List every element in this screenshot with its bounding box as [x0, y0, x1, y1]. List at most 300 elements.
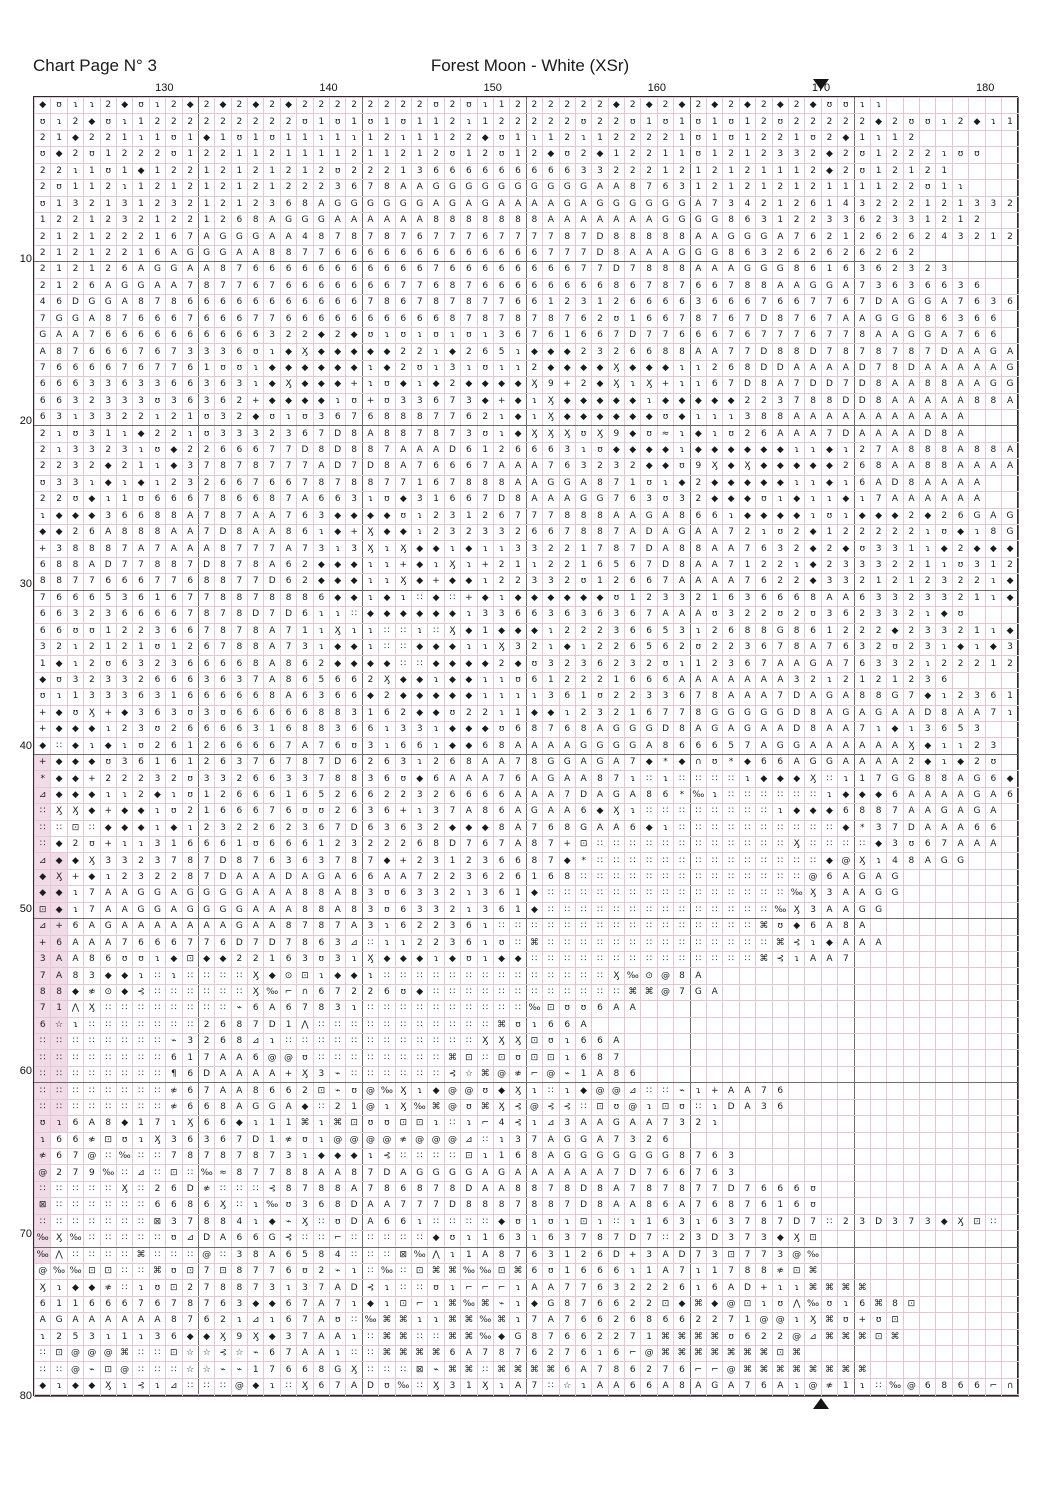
grid-cell[interactable]: ‰: [887, 1378, 903, 1394]
grid-cell[interactable]: ʊ: [641, 475, 657, 491]
grid-cell[interactable]: ɿ: [379, 327, 395, 343]
grid-cell[interactable]: ɿ: [690, 410, 706, 426]
grid-cell[interactable]: ◆: [657, 360, 673, 376]
grid-cell[interactable]: ⊰: [444, 1066, 460, 1082]
grid-cell[interactable]: 3: [395, 393, 411, 409]
grid-cell[interactable]: A: [182, 508, 198, 524]
grid-cell[interactable]: ɿ: [116, 426, 132, 442]
grid-cell[interactable]: 2: [149, 196, 165, 212]
grid-cell[interactable]: G: [756, 262, 772, 278]
grid-cell[interactable]: 6: [461, 919, 477, 935]
grid-cell[interactable]: ◆: [395, 492, 411, 508]
grid-cell[interactable]: 2: [870, 623, 886, 639]
grid-cell[interactable]: ◆: [461, 377, 477, 393]
grid-cell[interactable]: ɿ: [805, 475, 821, 491]
grid-cell[interactable]: 8: [592, 1050, 608, 1066]
grid-cell[interactable]: D: [575, 1198, 591, 1214]
grid-cell[interactable]: G: [723, 229, 739, 245]
grid-cell[interactable]: ⌁: [84, 1362, 100, 1378]
grid-cell[interactable]: ∷: [723, 787, 739, 803]
grid-cell[interactable]: A: [526, 196, 542, 212]
grid-cell[interactable]: [674, 1001, 690, 1017]
grid-cell[interactable]: A: [248, 524, 264, 540]
grid-cell[interactable]: A: [772, 1378, 788, 1394]
grid-cell[interactable]: [969, 984, 985, 1000]
grid-cell[interactable]: 3: [756, 212, 772, 228]
grid-cell[interactable]: ɿ: [51, 1280, 67, 1296]
grid-cell[interactable]: 6: [264, 262, 280, 278]
grid-cell[interactable]: A: [707, 984, 723, 1000]
grid-cell[interactable]: 6: [264, 787, 280, 803]
grid-cell[interactable]: [854, 1395, 870, 1397]
grid-cell[interactable]: 8: [297, 886, 313, 902]
grid-cell[interactable]: [821, 1099, 837, 1115]
grid-cell[interactable]: ∷: [100, 1034, 116, 1050]
grid-cell[interactable]: [657, 1001, 673, 1017]
grid-cell[interactable]: ɿ: [690, 360, 706, 376]
grid-cell[interactable]: [985, 212, 1001, 228]
grid-cell[interactable]: ∷: [805, 836, 821, 852]
grid-cell[interactable]: ◆: [116, 1116, 132, 1132]
grid-cell[interactable]: *: [657, 754, 673, 770]
grid-cell[interactable]: 1: [854, 771, 870, 787]
grid-cell[interactable]: ◆: [526, 623, 542, 639]
grid-cell[interactable]: ɿ: [575, 442, 591, 458]
grid-cell[interactable]: [870, 984, 886, 1000]
grid-cell[interactable]: A: [887, 754, 903, 770]
grid-cell[interactable]: ∷: [543, 935, 559, 951]
grid-cell[interactable]: [723, 1034, 739, 1050]
grid-cell[interactable]: ɿ: [280, 410, 296, 426]
grid-cell[interactable]: 6: [969, 278, 985, 294]
grid-cell[interactable]: ‰: [477, 1263, 493, 1279]
grid-cell[interactable]: 6: [428, 311, 444, 327]
grid-cell[interactable]: [1002, 1099, 1019, 1115]
grid-cell[interactable]: 2: [838, 459, 854, 475]
grid-cell[interactable]: ʊ: [985, 754, 1001, 770]
grid-cell[interactable]: 8: [248, 1083, 264, 1099]
grid-cell[interactable]: 6: [215, 754, 231, 770]
grid-cell[interactable]: ‰: [35, 1247, 51, 1263]
grid-cell[interactable]: 8: [35, 574, 51, 590]
grid-cell[interactable]: [903, 1132, 919, 1148]
grid-cell[interactable]: G: [887, 869, 903, 885]
grid-cell[interactable]: [854, 1165, 870, 1181]
grid-cell[interactable]: G: [707, 245, 723, 261]
grid-cell[interactable]: 6: [887, 245, 903, 261]
grid-cell[interactable]: 3: [116, 393, 132, 409]
grid-cell[interactable]: [870, 968, 886, 984]
grid-cell[interactable]: 2: [166, 114, 182, 130]
grid-cell[interactable]: 7: [493, 229, 509, 245]
grid-cell[interactable]: ɿ: [493, 360, 509, 376]
grid-cell[interactable]: ◆: [411, 689, 427, 705]
grid-cell[interactable]: ◆: [280, 344, 296, 360]
grid-cell[interactable]: 8: [936, 442, 952, 458]
grid-cell[interactable]: +: [854, 1313, 870, 1329]
grid-cell[interactable]: ⊡: [592, 1099, 608, 1115]
grid-cell[interactable]: ⌐: [707, 1362, 723, 1378]
grid-cell[interactable]: D: [739, 377, 755, 393]
grid-cell[interactable]: ∷: [411, 1149, 427, 1165]
grid-cell[interactable]: 7: [35, 360, 51, 376]
grid-cell[interactable]: 6: [772, 1181, 788, 1197]
grid-cell[interactable]: ‰: [411, 1099, 427, 1115]
grid-cell[interactable]: ɿ: [379, 1296, 395, 1312]
grid-cell[interactable]: 2: [788, 541, 804, 557]
grid-cell[interactable]: 8: [313, 902, 329, 918]
grid-cell[interactable]: [920, 869, 936, 885]
grid-cell[interactable]: 6: [461, 410, 477, 426]
grid-cell[interactable]: G: [559, 1149, 575, 1165]
grid-cell[interactable]: [903, 886, 919, 902]
grid-cell[interactable]: ʊ: [493, 722, 509, 738]
grid-cell[interactable]: A: [477, 1181, 493, 1197]
grid-cell[interactable]: ◆: [51, 754, 67, 770]
grid-cell[interactable]: 7: [346, 459, 362, 475]
grid-cell[interactable]: 1: [723, 163, 739, 179]
grid-cell[interactable]: 6: [362, 278, 378, 294]
grid-cell[interactable]: 7: [641, 557, 657, 573]
grid-cell[interactable]: G: [903, 327, 919, 343]
grid-cell[interactable]: ⊡: [84, 1263, 100, 1279]
grid-cell[interactable]: 6: [280, 475, 296, 491]
grid-cell[interactable]: 6: [215, 1034, 231, 1050]
grid-cell[interactable]: 1: [920, 196, 936, 212]
grid-cell[interactable]: [952, 1280, 968, 1296]
grid-cell[interactable]: 4: [739, 196, 755, 212]
grid-cell[interactable]: 3: [575, 459, 591, 475]
grid-cell[interactable]: 2: [67, 524, 83, 540]
grid-cell[interactable]: [756, 1149, 772, 1165]
grid-cell[interactable]: ∷: [707, 771, 723, 787]
grid-cell[interactable]: ɿ: [788, 1280, 804, 1296]
grid-cell[interactable]: 3: [575, 295, 591, 311]
grid-cell[interactable]: 8: [428, 426, 444, 442]
grid-cell[interactable]: ∷: [707, 820, 723, 836]
grid-cell[interactable]: 3: [231, 672, 247, 688]
grid-cell[interactable]: 2: [395, 787, 411, 803]
grid-cell[interactable]: A: [985, 804, 1001, 820]
grid-cell[interactable]: 3: [674, 1116, 690, 1132]
grid-cell[interactable]: G: [1002, 508, 1019, 524]
grid-cell[interactable]: ⊡: [723, 1247, 739, 1263]
grid-cell[interactable]: 8: [821, 393, 837, 409]
grid-cell[interactable]: ∷: [100, 1198, 116, 1214]
grid-cell[interactable]: 2: [428, 919, 444, 935]
grid-cell[interactable]: 3: [198, 1132, 214, 1148]
grid-cell[interactable]: ʊ: [936, 524, 952, 540]
grid-cell[interactable]: ∷: [84, 1214, 100, 1230]
grid-cell[interactable]: ◆: [379, 360, 395, 376]
grid-cell[interactable]: D: [625, 1231, 641, 1247]
grid-cell[interactable]: 8: [674, 722, 690, 738]
grid-cell[interactable]: ʊ: [772, 1296, 788, 1312]
grid-cell[interactable]: ∷: [198, 1378, 214, 1394]
grid-cell[interactable]: ∷: [739, 869, 755, 885]
grid-cell[interactable]: A: [985, 459, 1001, 475]
grid-cell[interactable]: ⌁: [215, 1362, 231, 1378]
grid-cell[interactable]: 6: [231, 442, 247, 458]
grid-cell[interactable]: D: [362, 1378, 378, 1394]
grid-cell[interactable]: @: [838, 853, 854, 869]
grid-cell[interactable]: [805, 1034, 821, 1050]
grid-cell[interactable]: [674, 1132, 690, 1148]
grid-cell[interactable]: 6: [280, 557, 296, 573]
grid-cell[interactable]: 3: [198, 344, 214, 360]
grid-cell[interactable]: ◆: [280, 98, 296, 114]
grid-cell[interactable]: D: [854, 360, 870, 376]
grid-cell[interactable]: 1: [887, 672, 903, 688]
grid-cell[interactable]: 7: [35, 1001, 51, 1017]
grid-cell[interactable]: 1: [854, 672, 870, 688]
grid-cell[interactable]: 3: [854, 639, 870, 655]
grid-cell[interactable]: [1002, 1050, 1019, 1066]
grid-cell[interactable]: ◆: [805, 459, 821, 475]
grid-cell[interactable]: ∷: [116, 1099, 132, 1115]
grid-cell[interactable]: 8: [493, 1198, 509, 1214]
grid-cell[interactable]: [985, 1001, 1001, 1017]
grid-cell[interactable]: [936, 98, 952, 114]
grid-cell[interactable]: ∷: [723, 886, 739, 902]
grid-cell[interactable]: ‰: [526, 1001, 542, 1017]
grid-cell[interactable]: A: [887, 442, 903, 458]
grid-cell[interactable]: 2: [772, 130, 788, 146]
grid-cell[interactable]: ∷: [149, 1034, 165, 1050]
grid-cell[interactable]: ɿ: [149, 804, 165, 820]
grid-cell[interactable]: [67, 1395, 83, 1397]
grid-cell[interactable]: A: [739, 1099, 755, 1115]
grid-cell[interactable]: Ӽ: [67, 804, 83, 820]
grid-cell[interactable]: 7: [821, 639, 837, 655]
grid-cell[interactable]: 6: [625, 639, 641, 655]
grid-cell[interactable]: 6: [313, 295, 329, 311]
grid-cell[interactable]: ɿ: [346, 1329, 362, 1345]
grid-cell[interactable]: 6: [231, 295, 247, 311]
grid-cell[interactable]: 6: [756, 1181, 772, 1197]
grid-cell[interactable]: [805, 968, 821, 984]
grid-cell[interactable]: 1: [182, 1050, 198, 1066]
grid-cell[interactable]: ⊰: [510, 1116, 526, 1132]
grid-cell[interactable]: A: [838, 886, 854, 902]
grid-cell[interactable]: [887, 1181, 903, 1197]
grid-cell[interactable]: 3: [133, 705, 149, 721]
grid-cell[interactable]: ɿ: [297, 1149, 313, 1165]
grid-cell[interactable]: D: [264, 1017, 280, 1033]
grid-cell[interactable]: 3: [100, 607, 116, 623]
grid-cell[interactable]: 3: [264, 327, 280, 343]
grid-cell[interactable]: A: [264, 524, 280, 540]
grid-cell[interactable]: 8: [723, 1198, 739, 1214]
grid-cell[interactable]: 7: [395, 475, 411, 491]
grid-cell[interactable]: 3: [510, 1132, 526, 1148]
grid-cell[interactable]: [936, 1149, 952, 1165]
grid-cell[interactable]: ⊡: [788, 1263, 804, 1279]
grid-cell[interactable]: [887, 1001, 903, 1017]
grid-cell[interactable]: A: [805, 639, 821, 655]
grid-cell[interactable]: 6: [461, 163, 477, 179]
grid-cell[interactable]: 3: [411, 787, 427, 803]
grid-cell[interactable]: 6: [215, 1296, 231, 1312]
grid-cell[interactable]: [1002, 492, 1019, 508]
grid-cell[interactable]: 6: [707, 1198, 723, 1214]
grid-cell[interactable]: ɿ: [100, 787, 116, 803]
grid-cell[interactable]: 6: [346, 245, 362, 261]
grid-cell[interactable]: [887, 1231, 903, 1247]
grid-cell[interactable]: 6: [166, 754, 182, 770]
grid-cell[interactable]: ɿ: [493, 705, 509, 721]
grid-cell[interactable]: [641, 1050, 657, 1066]
grid-cell[interactable]: [1002, 245, 1019, 261]
grid-cell[interactable]: ∷: [35, 1362, 51, 1378]
grid-cell[interactable]: ∷: [133, 1083, 149, 1099]
grid-cell[interactable]: [707, 1395, 723, 1397]
grid-cell[interactable]: [870, 1362, 886, 1378]
grid-cell[interactable]: [985, 245, 1001, 261]
grid-cell[interactable]: 1: [510, 130, 526, 146]
grid-cell[interactable]: ʊ: [543, 1214, 559, 1230]
grid-cell[interactable]: 7: [444, 426, 460, 442]
grid-cell[interactable]: ∷: [657, 886, 673, 902]
grid-cell[interactable]: 8: [969, 393, 985, 409]
grid-cell[interactable]: 2: [887, 163, 903, 179]
grid-cell[interactable]: 3: [67, 442, 83, 458]
grid-cell[interactable]: 3: [149, 1329, 165, 1345]
grid-cell[interactable]: 2: [739, 524, 755, 540]
grid-cell[interactable]: 6: [313, 278, 329, 294]
grid-cell[interactable]: [411, 1395, 427, 1397]
grid-cell[interactable]: 8: [444, 278, 460, 294]
grid-cell[interactable]: ‰: [198, 1165, 214, 1181]
grid-cell[interactable]: A: [477, 771, 493, 787]
grid-cell[interactable]: 7: [280, 1346, 296, 1362]
grid-cell[interactable]: A: [756, 689, 772, 705]
grid-cell[interactable]: 6: [756, 574, 772, 590]
grid-cell[interactable]: [985, 1231, 1001, 1247]
grid-cell[interactable]: ʊ: [362, 327, 378, 343]
grid-cell[interactable]: 2: [51, 212, 67, 228]
grid-cell[interactable]: ⌁: [559, 1066, 575, 1082]
grid-cell[interactable]: 6: [395, 886, 411, 902]
grid-cell[interactable]: ɿ: [690, 1214, 706, 1230]
grid-cell[interactable]: 3: [313, 508, 329, 524]
grid-cell[interactable]: 2: [198, 114, 214, 130]
grid-cell[interactable]: 8: [428, 836, 444, 852]
grid-cell[interactable]: 2: [592, 672, 608, 688]
grid-cell[interactable]: 2: [461, 130, 477, 146]
grid-cell[interactable]: A: [969, 705, 985, 721]
grid-cell[interactable]: ⊡: [100, 1362, 116, 1378]
grid-cell[interactable]: [1002, 672, 1019, 688]
grid-cell[interactable]: A: [870, 475, 886, 491]
grid-cell[interactable]: 6: [248, 738, 264, 754]
grid-cell[interactable]: 3: [592, 344, 608, 360]
grid-cell[interactable]: A: [428, 196, 444, 212]
grid-cell[interactable]: 2: [395, 98, 411, 114]
grid-cell[interactable]: ◆: [198, 1329, 214, 1345]
grid-cell[interactable]: [1002, 1132, 1019, 1148]
grid-cell[interactable]: 8: [788, 344, 804, 360]
grid-cell[interactable]: ⋀: [428, 1247, 444, 1263]
grid-cell[interactable]: 6: [84, 344, 100, 360]
grid-cell[interactable]: 2: [887, 114, 903, 130]
grid-cell[interactable]: 2: [674, 1231, 690, 1247]
grid-cell[interactable]: ◆: [805, 574, 821, 590]
grid-cell[interactable]: [920, 902, 936, 918]
grid-cell[interactable]: 7: [690, 1149, 706, 1165]
grid-cell[interactable]: 8: [198, 278, 214, 294]
grid-cell[interactable]: 1: [264, 1132, 280, 1148]
grid-cell[interactable]: @: [461, 1083, 477, 1099]
grid-cell[interactable]: ʊ: [248, 836, 264, 852]
grid-cell[interactable]: 6: [592, 1001, 608, 1017]
grid-cell[interactable]: ◆: [559, 853, 575, 869]
grid-cell[interactable]: ◆: [248, 1378, 264, 1394]
grid-cell[interactable]: ⌘: [756, 1346, 772, 1362]
grid-cell[interactable]: 7: [674, 705, 690, 721]
grid-cell[interactable]: [936, 902, 952, 918]
grid-cell[interactable]: 5: [608, 557, 624, 573]
grid-cell[interactable]: 1: [920, 557, 936, 573]
grid-cell[interactable]: 6: [805, 327, 821, 343]
grid-cell[interactable]: ⌘: [690, 1329, 706, 1345]
grid-cell[interactable]: 1: [838, 1378, 854, 1394]
grid-cell[interactable]: 8: [346, 771, 362, 787]
grid-cell[interactable]: Ӽ: [215, 1329, 231, 1345]
grid-cell[interactable]: 1: [920, 212, 936, 228]
grid-cell[interactable]: 3: [674, 1214, 690, 1230]
grid-cell[interactable]: 2: [592, 114, 608, 130]
grid-cell[interactable]: A: [723, 689, 739, 705]
grid-cell[interactable]: 1: [411, 475, 427, 491]
grid-cell[interactable]: [854, 968, 870, 984]
grid-cell[interactable]: ◆: [657, 459, 673, 475]
grid-cell[interactable]: ◆: [428, 607, 444, 623]
grid-cell[interactable]: ∷: [575, 886, 591, 902]
grid-cell[interactable]: 1: [198, 787, 214, 803]
grid-cell[interactable]: A: [903, 410, 919, 426]
grid-cell[interactable]: ʊ: [461, 1099, 477, 1115]
grid-cell[interactable]: ʊ: [723, 1329, 739, 1345]
grid-cell[interactable]: 2: [608, 639, 624, 655]
grid-cell[interactable]: [903, 1313, 919, 1329]
grid-cell[interactable]: ◆: [772, 508, 788, 524]
grid-cell[interactable]: A: [149, 919, 165, 935]
grid-cell[interactable]: D: [854, 393, 870, 409]
grid-cell[interactable]: ◆: [428, 705, 444, 721]
grid-cell[interactable]: ◆: [854, 787, 870, 803]
grid-cell[interactable]: ɿ: [477, 919, 493, 935]
grid-cell[interactable]: [969, 1083, 985, 1099]
grid-cell[interactable]: ◆: [969, 541, 985, 557]
grid-cell[interactable]: 7: [674, 311, 690, 327]
grid-cell[interactable]: G: [625, 722, 641, 738]
grid-cell[interactable]: 6: [35, 393, 51, 409]
grid-cell[interactable]: ◆: [248, 98, 264, 114]
grid-cell[interactable]: G: [608, 738, 624, 754]
grid-cell[interactable]: ⌐: [526, 1066, 542, 1082]
grid-cell[interactable]: ◆: [444, 639, 460, 655]
grid-cell[interactable]: 6: [133, 607, 149, 623]
grid-cell[interactable]: 6: [51, 360, 67, 376]
grid-cell[interactable]: 2: [461, 524, 477, 540]
grid-cell[interactable]: ɿ: [100, 492, 116, 508]
grid-cell[interactable]: ◆: [477, 130, 493, 146]
grid-cell[interactable]: 1: [575, 1066, 591, 1082]
grid-cell[interactable]: ◆: [739, 754, 755, 770]
grid-cell[interactable]: +: [35, 705, 51, 721]
grid-cell[interactable]: 2: [690, 98, 706, 114]
